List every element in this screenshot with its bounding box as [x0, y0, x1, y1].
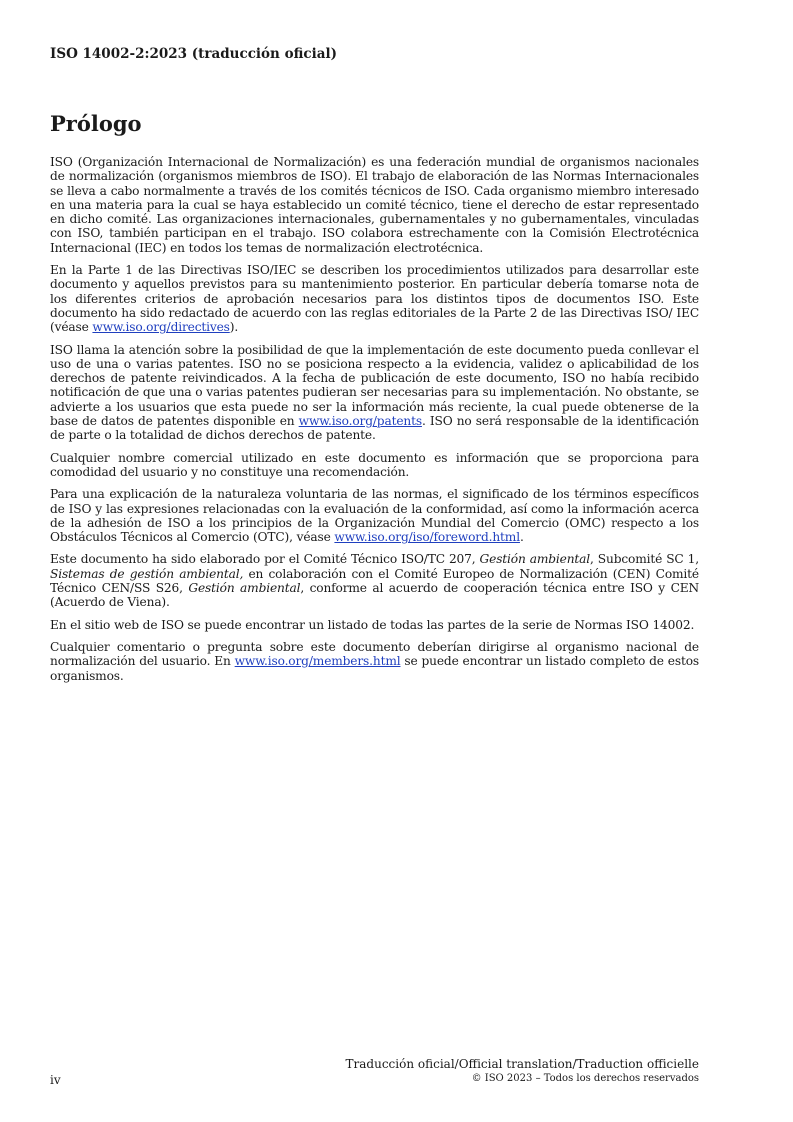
directives-link[interactable]: www.iso.org/directives	[92, 320, 230, 335]
paragraph-text: Cualquier comentario o pregunta sobre este documento deberían dirigirse al organismo nacional de normalización del usuario. En	[50, 639, 699, 669]
patents-link[interactable]: www.iso.org/patents	[298, 414, 422, 429]
paragraph-text: En la Parte 1 de las Directivas ISO/IEC se describen los procedimientos utilizados para desarrollar este documento y aquellos previstos para su mantenimiento posterior. En particular debería tomarse nota de los diferentes criterios de aprobación necesarios para los distintos tipos de documentos ISO. Este documento ha sido redactado de acuerdo con las reglas editoriales de la Parte 2 de las Directivas ISO/ IEC (véase	[50, 263, 699, 335]
paragraph-text: , conforme al acuerdo de cooperación técnica entre ISO y CEN (Acuerdo de Viena).	[50, 581, 700, 610]
paragraph-text: Para una explicación de la naturaleza voluntaria de las normas, el significado de los términos específicos de ISO y las expresiones relacionadas con la evaluación de la conformidad, así como la información acerca de la adhesión de ISO a los principios de la Organización Mundial del Comercio (OMC) respecto a los Obstáculos Técnicos al Comercio (OTC), véase	[50, 487, 699, 545]
italic-term: Sistemas de gestión ambiental,	[50, 566, 244, 581]
paragraph-text: . ISO no será responsable de la identificación de parte o la totalidad de dichos derechos de patente.	[50, 414, 699, 443]
italic-term: Gestión ambiental	[188, 581, 301, 596]
paragraph-voluntary-nature	[50, 487, 699, 544]
foreword-body	[50, 155, 699, 691]
paragraph-patents	[50, 343, 699, 443]
paragraph-directives	[50, 263, 699, 334]
document-header: ISO 14002-2:2023 (traducción oficial)	[50, 46, 338, 62]
paragraph-text: ISO llama la atención sobre la posibilidad de que la implementación de este documento pueda conllevar el uso de una o varias patentes. ISO no se posiciona respecto a la evidencia, validez o aplicabilidad de los derechos de patente reivindicados. A la fecha de publicación de este documento, ISO no había recibido notificación de que una o varias patentes pudieran ser necesarias para su implementación. No obstante, se advierte a los usuarios que esta puede no ser la información más reciente, la cual puede obtenerse de la base de datos de patentes disponible en	[50, 342, 699, 429]
paragraph-text: .	[519, 530, 524, 545]
paragraph-text: ).	[229, 320, 239, 335]
paragraph-trade-names: Cualquier nombre comercial utilizado en este documento es información que se proporciona para comodidad del usuario y no constituye una recomendación.	[50, 450, 699, 479]
paragraph-text: , Subcomité SC 1,	[590, 552, 699, 567]
paragraph-iso-intro: ISO (Organización Internacional de Normalización) es una federación mundial de organismos nacionales de normalización (organismos miembros de ISO). El trabajo de elaboración de las Normas Internacionales se lleva a cabo normalmente a través de los comités técnicos de ISO. Cada organismo miembro interesado en una materia para la cual se haya establecido un comité técnico, tiene el derecho de estar representado en dicho comité. Las organizaciones internacionales, gubernamentales y no gubernamentales, vinculadas con ISO, también participan en el trabajo. ISO colabora estrechamente con la Comisión Electrotécnica Internacional (IEC) en todos los temas de normalización electrotécnica.	[50, 155, 699, 255]
paragraph-text: Este documento ha sido elaborado por el Comité Técnico ISO/TC 207,	[50, 552, 480, 567]
italic-term: Gestión ambiental	[479, 552, 591, 567]
page-title: Prólogo	[50, 111, 142, 136]
copyright-note: © ISO 2023 – Todos los derechos reservados	[471, 1073, 699, 1084]
footer-info	[346, 1057, 699, 1084]
foreword-link[interactable]: www.iso.org/iso/foreword.html	[334, 530, 520, 545]
translation-note: Traducción oficial/Official translation/Traduction officielle	[345, 1057, 699, 1071]
paragraph-committee	[50, 552, 699, 609]
members-link[interactable]: www.iso.org/members.html	[234, 654, 401, 669]
page-number: iv	[50, 1073, 61, 1087]
paragraph-text: se puede encontrar un listado completo de estos organismos.	[50, 654, 700, 683]
paragraph-feedback	[50, 640, 699, 683]
paragraph-text: en colaboración con el Comité Europeo de Normalización (CEN) Comité Técnico CEN/SS S26,	[50, 566, 699, 596]
paragraph-series-listing: En el sitio web de ISO se puede encontrar un listado de todas las partes de la serie de Normas ISO 14002.	[50, 617, 695, 632]
